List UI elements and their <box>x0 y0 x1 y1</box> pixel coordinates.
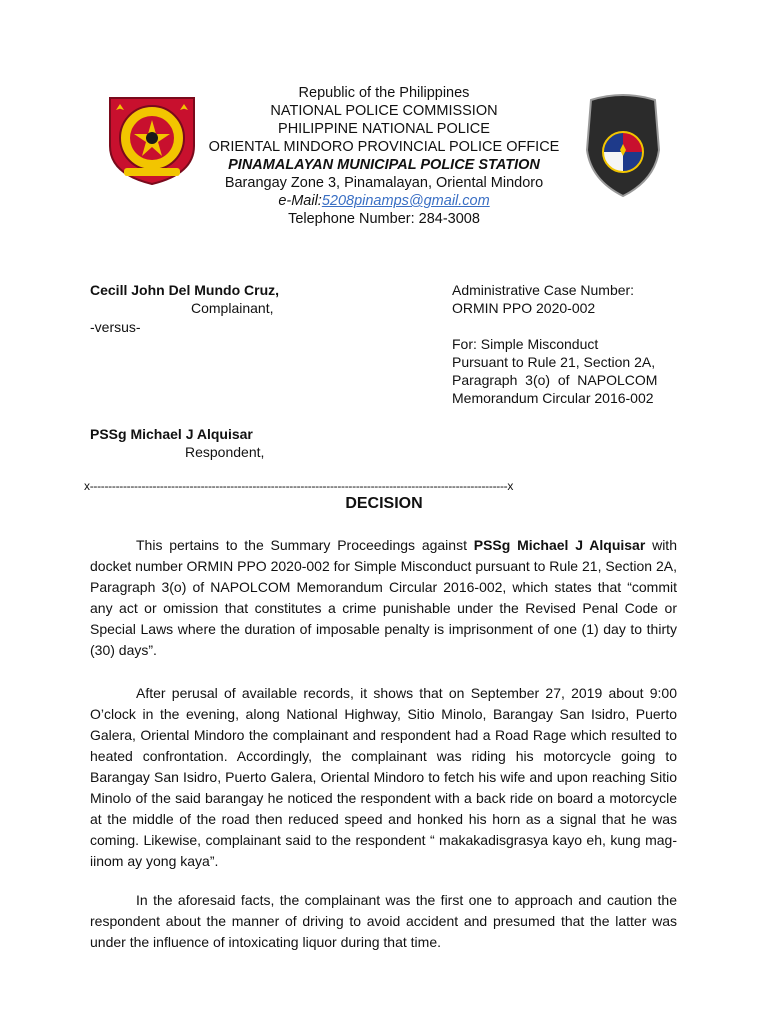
header-station-name: PINAMALAYAN MUNICIPAL POLICE STATION <box>228 157 540 173</box>
p1-respondent-name: PSSg Michael J Alquisar <box>473 537 646 553</box>
p1-prefix: This pertains to the Summary Proceedings against <box>136 537 474 553</box>
charge-line: Paragraph 3(o) of NAPOLCOM <box>452 372 658 388</box>
header-email-line <box>0 192 768 210</box>
body-paragraph-3: In the aforesaid facts, the complainant was the first one to approach and caution the respondent about the manner of driving to avoid accident and presumed that the latter was under the influence of intoxicating liquor during that time. <box>90 892 677 950</box>
decision-title: DECISION <box>345 495 423 512</box>
case-number: ORMIN PPO 2020-002 <box>452 300 596 316</box>
respondent-role: Respondent, <box>185 444 265 460</box>
complainant-role: Complainant, <box>191 300 274 316</box>
charge-line: Memorandum Circular 2016-002 <box>452 390 654 406</box>
email-label: e-Mail: <box>278 193 322 209</box>
header-address: Barangay Zone 3, Pinamalayan, Oriental Mindoro <box>224 175 544 191</box>
complainant-name: Cecill John Del Mundo Cruz, <box>90 282 280 298</box>
respondent-name: PSSg Michael J Alquisar <box>90 426 253 442</box>
p1-rest: with docket number ORMIN PPO 2020-002 for Simple Misconduct pursuant to Rule 21, Section 2A, Paragraph 3(o) of NAPOLCOM Memorandum Circular 2016-002, which states that “commit any act or omission that constitutes a crime punishable under the Revised Penal Code or Special Laws where the duration of imposable penalty is imprisonment of one (1) day to thirty (30) days”. <box>90 537 677 658</box>
versus-label: -versus- <box>90 319 141 335</box>
header-telephone: Telephone Number: 284-3008 <box>288 211 480 227</box>
header-line-pnp: PHILIPPINE NATIONAL POLICE <box>278 121 490 137</box>
header-line-provincial-office: ORIENTAL MINDORO PROVINCIAL POLICE OFFICE <box>208 139 560 155</box>
header-line-republic: Republic of the Philippines <box>298 85 470 101</box>
body-paragraph-2: After perusal of available records, it shows that on September 27, 2019 about 9:00 O’clock in the evening, along National Highway, Sitio Minolo, Barangay San Isidro, Puerto Galera, Oriental Mindoro the complainant and respondent had a Road Rage which resulted to heated confrontation. Accordingly, the complainant was riding his motorcycle going to Barangay San Isidro, Puerto Galera, Oriental Mindoro to fetch his wife and upon reaching Sitio Minolo of the said barangay he noticed the respondent with a back ride on board a motorcycle at the middle of the road then reduced speed and honked his horn as a signal that he was coming. Likewise, complainant said to the respondent “ makakadisgrasya kayo eh, kung mag-iinom ay yong kaya”. <box>90 685 677 869</box>
charge-line: Pursuant to Rule 21, Section 2A, <box>452 354 656 370</box>
body-paragraph-1 <box>90 535 677 661</box>
caption-separator: x-----------------------------------------------------------------------------------------------------------------x <box>84 479 514 493</box>
charge-line: For: Simple Misconduct <box>452 336 599 352</box>
header-line-napolcom: NATIONAL POLICE COMMISSION <box>270 103 498 119</box>
case-number-label: Administrative Case Number: <box>452 282 635 298</box>
email-link[interactable]: 5208pinamps@gmail.com <box>321 193 490 209</box>
